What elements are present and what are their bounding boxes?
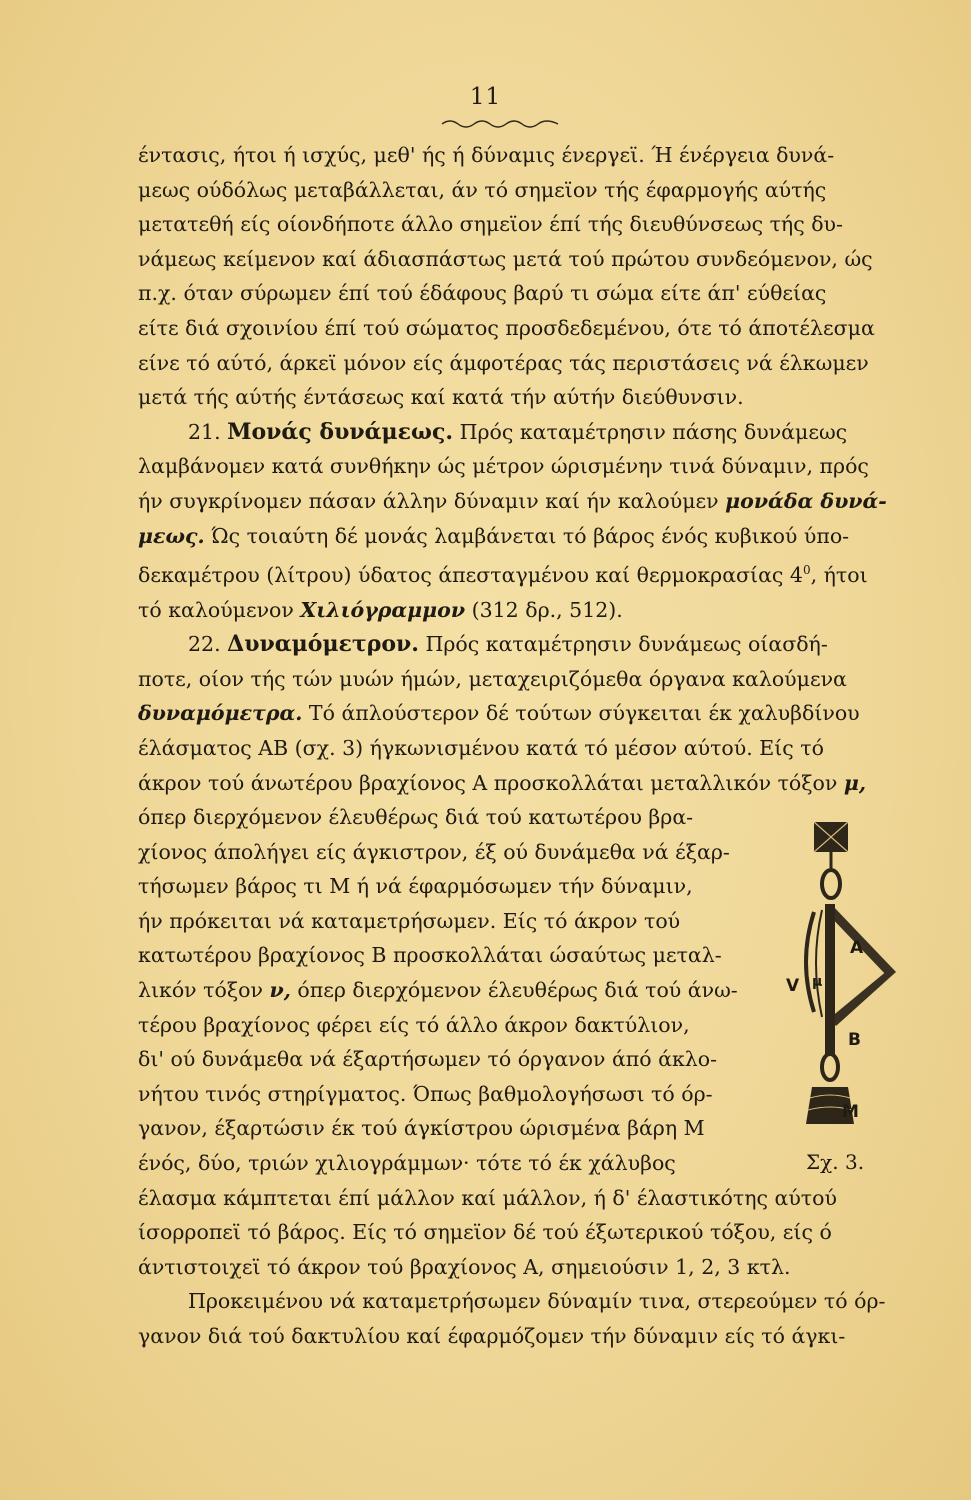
text-line: Προκειμένου νά καταμετρήσωμεν δύναμίν τινα, στερεούμεν τό όρ- xyxy=(188,1289,886,1314)
dynamometer-illustration xyxy=(792,812,912,1142)
arc-nu-shape xyxy=(806,912,814,1012)
term-italic: δυναμόμετρα. xyxy=(138,701,303,726)
text-line: άκρον τού άνωτέρου βραχίονος Α προσκολλάται μεταλλικόν τόξον μ, xyxy=(138,770,867,795)
text-line: νάμεως κείμενον καί άδιασπάστως μετά τού πρώτου συνδεόμενον, ώς xyxy=(138,246,873,271)
text-line: άντιστοιχεϊ τό άκρον τού βραχίονος Α, σημειούσιν 1, 2, 3 κτλ. xyxy=(138,1254,791,1279)
text-line: νήτου τινός στηρίγματος. Όπως βαθμολογήσωσι τό όρ- xyxy=(138,1081,713,1106)
symbol-mu: μ, xyxy=(843,770,867,795)
shaft-shape xyxy=(825,904,835,1054)
figure-label-m: Μ xyxy=(842,1102,859,1122)
page-number: 11 xyxy=(469,84,502,110)
text-line: δι' ού δυνάμεθα νά έξαρτήσωμεν τό όργανον άπό άκλο- xyxy=(138,1047,718,1072)
text-line: δεκαμέτρου (λίτρου) ύδατος άπεσταγμένου καί θερμοκρασίας $4^0$, ήτοι xyxy=(138,562,868,587)
term-italic: μεως. xyxy=(138,523,205,548)
text-line: όπερ διερχόμενον έλευθέρως διά τού κατωτέρου βρα- xyxy=(138,805,694,830)
section-heading: Δυναμόμετρον. xyxy=(227,631,419,658)
term-italic: Χιλιόγραμμον xyxy=(300,597,466,622)
figure-caption: Σχ. 3. xyxy=(806,1150,865,1174)
text-line: γανον, έξαρτώσιν έκ τού άγκίστρου ώρισμένα βάρη Μ xyxy=(138,1116,705,1141)
body-text xyxy=(138,138,908,1354)
text-line: ίσορροπεϊ τό βάρος. Είς τό σημεϊον δέ τού έξωτερικού τόξου, είς ό xyxy=(138,1220,832,1245)
text-line: έντασις, ήτοι ή ισχύς, μεθ' ής ή δύναμις ένεργεϊ. Ή ένέργεια δυνά- xyxy=(138,143,835,167)
text-line: μετατεθή είς οίονδήποτε άλλο σημεϊον έπί τής διευθύνσεως τής δυ- xyxy=(138,212,843,237)
section-21-heading-line: 21. Μονάς δυνάμεως. Πρός καταμέτρησιν πάσης δυνάμεως xyxy=(188,418,848,445)
arc-mu-shape xyxy=(816,910,822,1017)
text-line: είτε διά σχοινίου έπί τού σώματος προσδεδεμένου, ότε τό άποτέλεσμα xyxy=(138,315,875,340)
figure-label-mu: μ xyxy=(812,974,823,990)
text-line: τέρου βραχίονος φέρει είς τό άλλο άκρον δακτύλιον, xyxy=(138,1012,690,1037)
text-line: κατωτέρου βραχίονος Β προσκολλάται ώσαύτως μεταλ- xyxy=(138,943,722,968)
flourish-ornament xyxy=(440,114,560,134)
arm-b-shape xyxy=(830,970,896,1026)
text-line: είνε τό αύτό, άρκεϊ μόνον είς άμφοτέρας τάς περιστάσεις νά έλκωμεν xyxy=(138,350,869,375)
section-number: 21. xyxy=(188,419,221,444)
hook-ring-shape xyxy=(822,1054,838,1080)
figure-label-b: Β xyxy=(848,1030,861,1050)
text-line: δυναμόμετρα. Τό άπλούστερον δέ τούτων σύγκειται έκ χαλυβδίνου xyxy=(138,701,860,726)
text-line: ήν πρόκειται νά καταμετρήσωμεν. Είς τό άκρον τού xyxy=(138,908,681,933)
text-line: γανον διά τού δακτυλίου καί έφαρμόζομεν τήν δύναμιν είς τό άγκι- xyxy=(138,1324,846,1349)
text-line: έλασμα κάμπτεται έπί μάλλον καί μάλλον, ή δ' έλαστικότης αύτού xyxy=(138,1185,837,1210)
dynamometer-figure xyxy=(786,812,912,1142)
figure-label-v: V xyxy=(786,976,800,996)
section-heading: Μονάς δυνάμεως. xyxy=(227,418,454,445)
figure-label-a: Α xyxy=(850,938,864,958)
ring-shape xyxy=(822,870,840,898)
text-line: π.χ. όταν σύρωμεν έπί τού έδάφους βαρύ τι σώμα είτε άπ' εύθείας xyxy=(138,281,827,306)
text-line: μεως ούδόλως μεταβάλλεται, άν τό σημεϊον τής έφαρμογής αύτής xyxy=(138,177,827,202)
text-line: λαμβάνομεν κατά συνθήκην ώς μέτρον ώρισμένην τινά δύναμιν, πρός xyxy=(138,454,869,479)
term-italic: μονάδα δυνά- xyxy=(725,488,887,513)
text-line: έλάσματος ΑΒ (σχ. 3) ήγκωνισμένου κατά τό μέσον αύτού. Είς τό xyxy=(138,735,824,760)
text-line: τήσωμεν βάρος τι Μ ή νά έφαρμόσωμεν τήν δύναμιν, xyxy=(138,874,693,899)
symbol-nu: ν, xyxy=(269,978,291,1003)
text-line: ένός, δύο, τριών χιλιογράμμων· τότε τό έκ χάλυβος xyxy=(138,1151,676,1176)
section-number: 22. xyxy=(188,632,221,657)
text-line: λικόν τόξον ν, όπερ διερχόμενον έλευθέρως διά τού άνω- xyxy=(138,978,738,1003)
text-line: μετά τής αύτής έντάσεως καί κατά τήν αύτήν διεύθυνσιν. xyxy=(138,385,744,410)
text-line: μεως. Ώς τοιαύτη δέ μονάς λαμβάνεται τό βάρος ένός κυβικού ύπο- xyxy=(138,523,850,548)
text-line: ποτε, οίον τής τών μυών ήμών, μεταχειριζόμεθα όργανα καλούμενα xyxy=(138,666,847,691)
text-line: χίονος άπολήγει είς άγκιστρον, έξ ού δυνάμεθα νά έξαρ- xyxy=(138,839,730,864)
text-line: ήν συγκρίνομεν πάσαν άλλην δύναμιν καί ήν καλούμεν μονάδα δυνά- xyxy=(138,488,887,513)
text-line: τό καλούμενον Χιλιόγραμμον (312 δρ., 512). xyxy=(138,597,623,622)
section-22-heading-line: 22. Δυναμόμετρον. Πρός καταμέτρησιν δυνάμεως οίασδή- xyxy=(188,631,828,658)
